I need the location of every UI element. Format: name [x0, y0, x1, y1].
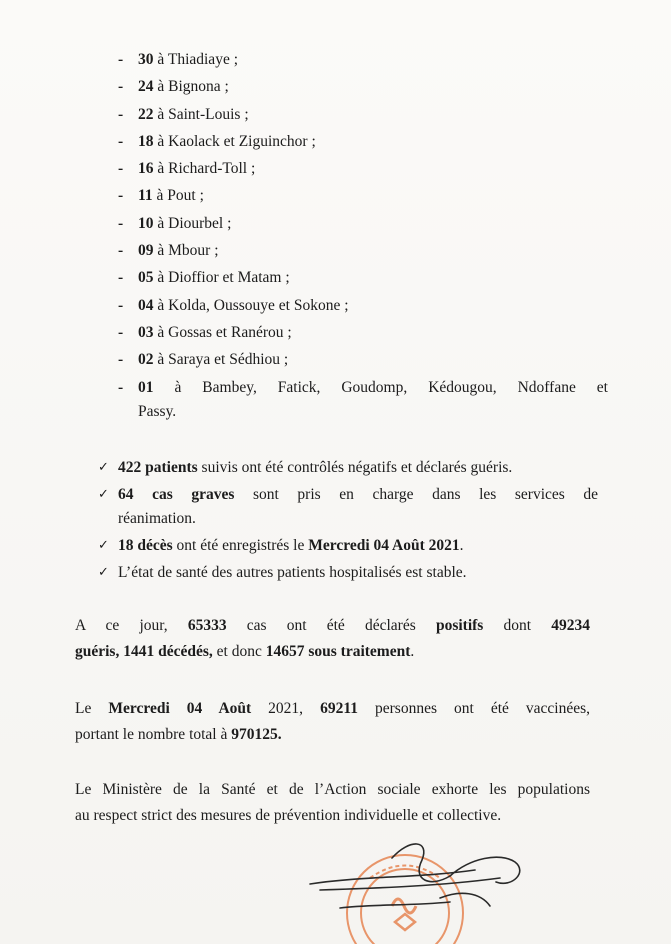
- region-text: à Bambey, Fatick, Goudomp, Kédougou, Ndoffane et: [153, 378, 608, 396]
- region-count: 03: [138, 323, 154, 341]
- summary-checklist: [98, 456, 598, 588]
- list-item: [118, 294, 608, 321]
- region-text: à Thiadiaye ;: [153, 51, 239, 68]
- dash-bullet: -: [118, 51, 124, 68]
- deaths-count: 18 décès: [118, 537, 173, 554]
- region-count: 02: [138, 351, 154, 369]
- dash-bullet: -: [118, 214, 124, 232]
- dash-bullet: -: [118, 78, 124, 96]
- total-recovered: 49234: [551, 617, 590, 634]
- deaths-end: .: [459, 537, 464, 554]
- region-text: à Dioffior et Matam ;: [153, 269, 290, 287]
- checkmark-icon: ✓: [98, 538, 109, 553]
- list-item: [118, 239, 608, 266]
- list-item: [118, 266, 608, 293]
- regions-list: [118, 48, 608, 424]
- stamp-emblem-star: [395, 914, 415, 930]
- last-region-line2: Passy.: [138, 402, 177, 420]
- cumulative-summary-paragraph: [75, 613, 590, 665]
- check-item-severe: [98, 483, 598, 531]
- dash-bullet: -: [118, 323, 124, 341]
- vaccination-text: 2021,: [251, 700, 321, 717]
- check-item-deaths: [98, 534, 598, 558]
- recovered-text: suivis ont été contrôlés négatifs et déclarés guéris.: [197, 459, 513, 476]
- summary-text: dont: [483, 617, 552, 634]
- dash-bullet: -: [118, 296, 124, 314]
- severe-text: sont pris en charge dans les services de: [234, 486, 599, 503]
- summary-text: A ce jour,: [75, 617, 188, 634]
- recovered-deceased: guéris, 1441 décédés,: [75, 643, 213, 660]
- region-text: à Richard-Toll ;: [153, 160, 256, 178]
- vaccination-line1: [75, 696, 590, 722]
- official-stamp: [347, 855, 463, 944]
- region-text: à Kaolack et Ziguinchor ;: [153, 132, 316, 150]
- deaths-date: Mercredi 04 Août 2021: [308, 537, 460, 554]
- severe-line1: [118, 483, 598, 507]
- list-item: [118, 157, 608, 184]
- check-item-stable: [98, 561, 598, 585]
- list-item: [118, 130, 608, 157]
- summary-text: et donc: [212, 643, 266, 660]
- list-item-last: [118, 376, 608, 424]
- dash-bullet: -: [118, 378, 124, 396]
- summary-line2: [75, 639, 590, 665]
- stamp-emblem: [392, 899, 416, 913]
- recovered-count: 422 patients: [118, 459, 198, 476]
- dash-bullet: -: [118, 269, 124, 287]
- region-text: à Gossas et Ranérou ;: [153, 323, 292, 341]
- summary-text: cas ont été déclarés: [226, 617, 436, 634]
- exhortation-line2: au respect strict des mesures de prévention individuelle et collective.: [75, 807, 502, 824]
- dash-bullet: -: [118, 132, 124, 150]
- region-count: 01: [138, 378, 154, 396]
- region-text: à Kolda, Oussouye et Sokone ;: [153, 296, 349, 314]
- stamp-and-signature: [300, 818, 640, 944]
- under-treatment: 14657 sous traitement: [265, 643, 411, 660]
- vaccination-text: personnes ont été vaccinées,: [357, 700, 591, 717]
- handwritten-signature: [310, 844, 520, 908]
- vaccination-line2: [75, 722, 590, 748]
- vaccination-text: Le: [75, 700, 109, 717]
- checkmark-icon: ✓: [98, 565, 109, 580]
- list-item: [118, 348, 608, 375]
- check-item-recovered: [98, 456, 598, 480]
- region-count: 09: [138, 242, 154, 260]
- region-count: 10: [138, 214, 154, 232]
- checkmark-icon: ✓: [98, 487, 109, 502]
- vaccination-date: Mercredi 04 Août: [108, 700, 252, 717]
- region-count: 04: [138, 296, 154, 314]
- positive-label: positifs: [435, 617, 484, 634]
- region-text: à Mbour ;: [153, 242, 219, 260]
- dash-bullet: -: [118, 105, 124, 123]
- list-item: [118, 48, 608, 75]
- vaccination-total: 970125.: [231, 726, 282, 743]
- region-count: 18: [138, 132, 154, 150]
- checkmark-icon: ✓: [98, 460, 109, 475]
- list-item: [118, 212, 608, 239]
- summary-line1: [75, 613, 590, 639]
- list-item: [118, 184, 608, 211]
- vaccination-paragraph: [75, 696, 590, 748]
- list-item: [118, 103, 608, 130]
- last-region-line1: [138, 376, 608, 400]
- list-item: [118, 321, 608, 348]
- region-text: à Diourbel ;: [153, 214, 232, 232]
- region-count: 16: [138, 160, 154, 178]
- region-text: à Saint-Louis ;: [153, 105, 249, 123]
- total-cases: 65333: [187, 617, 227, 634]
- exhortation-line1: Le Ministère de la Santé et de l’Action sociale exhorte les populations: [75, 781, 590, 798]
- severe-count: 64 cas graves: [118, 486, 235, 503]
- region-text: à Saraya et Sédhiou ;: [153, 351, 289, 369]
- region-text: à Pout ;: [152, 187, 204, 205]
- vaccination-text: portant le nombre total à: [75, 726, 232, 743]
- dash-bullet: -: [118, 242, 124, 260]
- severe-line2: réanimation.: [118, 510, 196, 527]
- dash-bullet: -: [118, 351, 124, 369]
- stable-text: L’état de santé des autres patients hospitalisés est stable.: [118, 564, 467, 581]
- region-count: 05: [138, 269, 154, 287]
- dash-bullet: -: [118, 160, 124, 178]
- list-item: [118, 75, 608, 102]
- vaccinated-count: 69211: [320, 700, 358, 717]
- region-count: 24: [138, 78, 154, 96]
- region-count: 11: [138, 187, 153, 205]
- summary-text: .: [410, 643, 415, 660]
- dash-bullet: -: [118, 187, 124, 205]
- deaths-text: ont été enregistrés le: [172, 537, 309, 554]
- region-count: 30: [138, 51, 154, 68]
- region-count: 22: [138, 105, 154, 123]
- region-text: à Bignona ;: [153, 78, 229, 96]
